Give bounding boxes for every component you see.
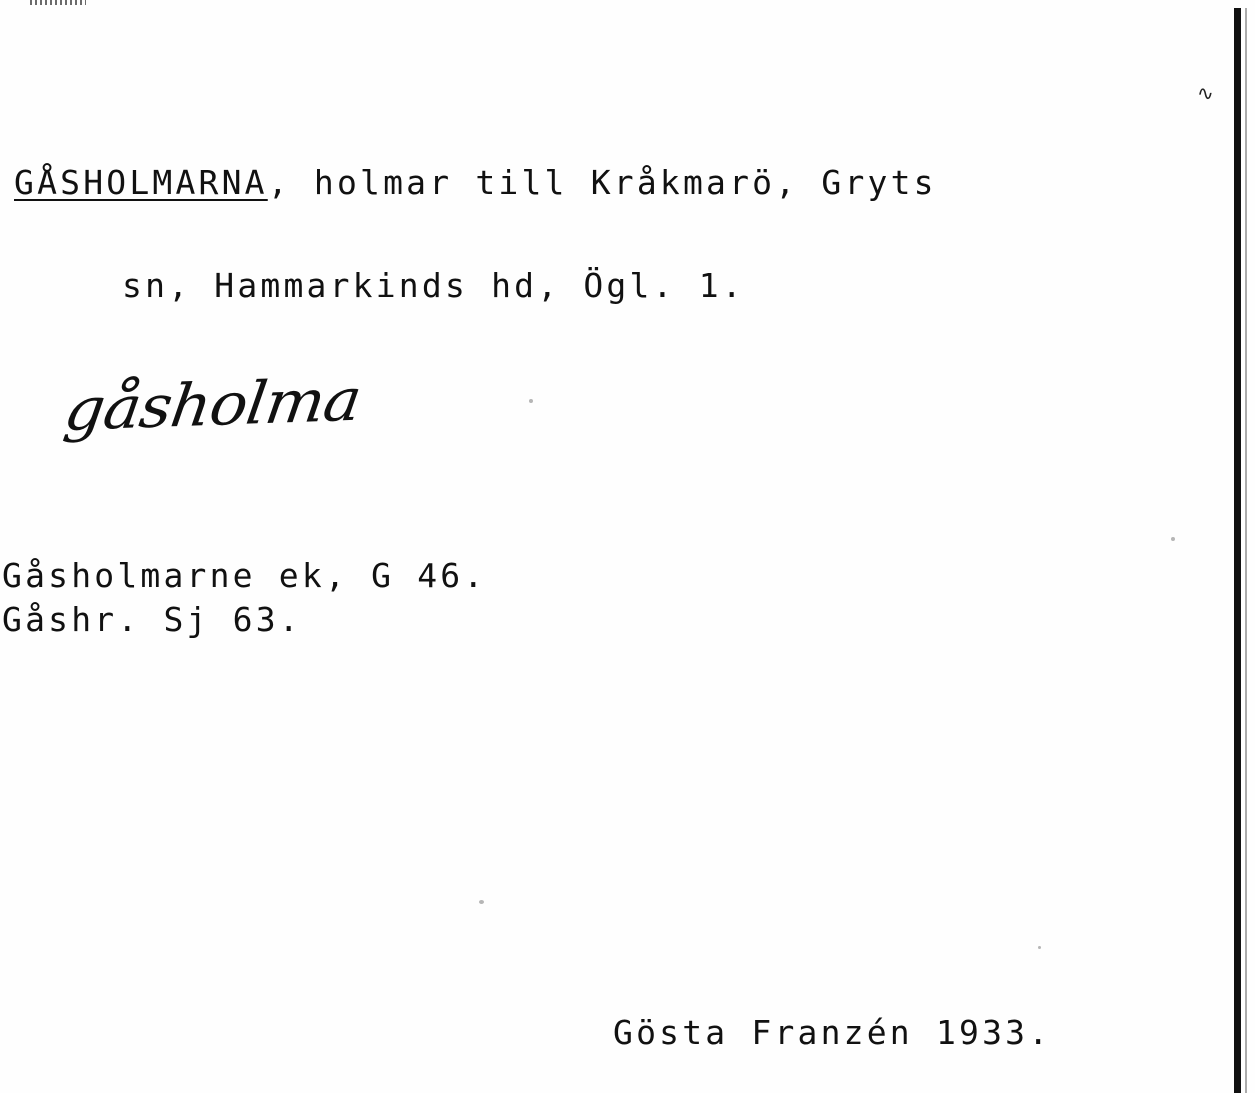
- handwritten-form-text: gåsholma: [60, 364, 366, 445]
- headword-line: [14, 163, 937, 202]
- dust-speck: [479, 900, 484, 904]
- reference-line-2: Gåshr. Sj 63.: [2, 600, 302, 639]
- dust-speck: [1171, 537, 1175, 541]
- card-right-edge-shadow: [1245, 8, 1247, 1093]
- headword: GÅSHOLMARNA: [14, 163, 268, 202]
- pen-tick-mark-icon: ∿: [1197, 81, 1214, 105]
- reference-line-1: Gåsholmarne ek, G 46.: [2, 556, 487, 595]
- signature-line: Gösta Franzén 1933.: [613, 1013, 1052, 1052]
- card-right-edge: [1234, 8, 1241, 1093]
- scan-artifact-icon: [30, 0, 86, 5]
- headword-line-2: sn, Hammarkinds hd, Ögl. 1.: [122, 266, 745, 305]
- headword-line-rest: , holmar till Kråkmarö, Gryts: [267, 163, 937, 202]
- dust-speck: [529, 399, 533, 403]
- dust-speck: [1038, 946, 1041, 949]
- handwritten-form: [60, 363, 365, 446]
